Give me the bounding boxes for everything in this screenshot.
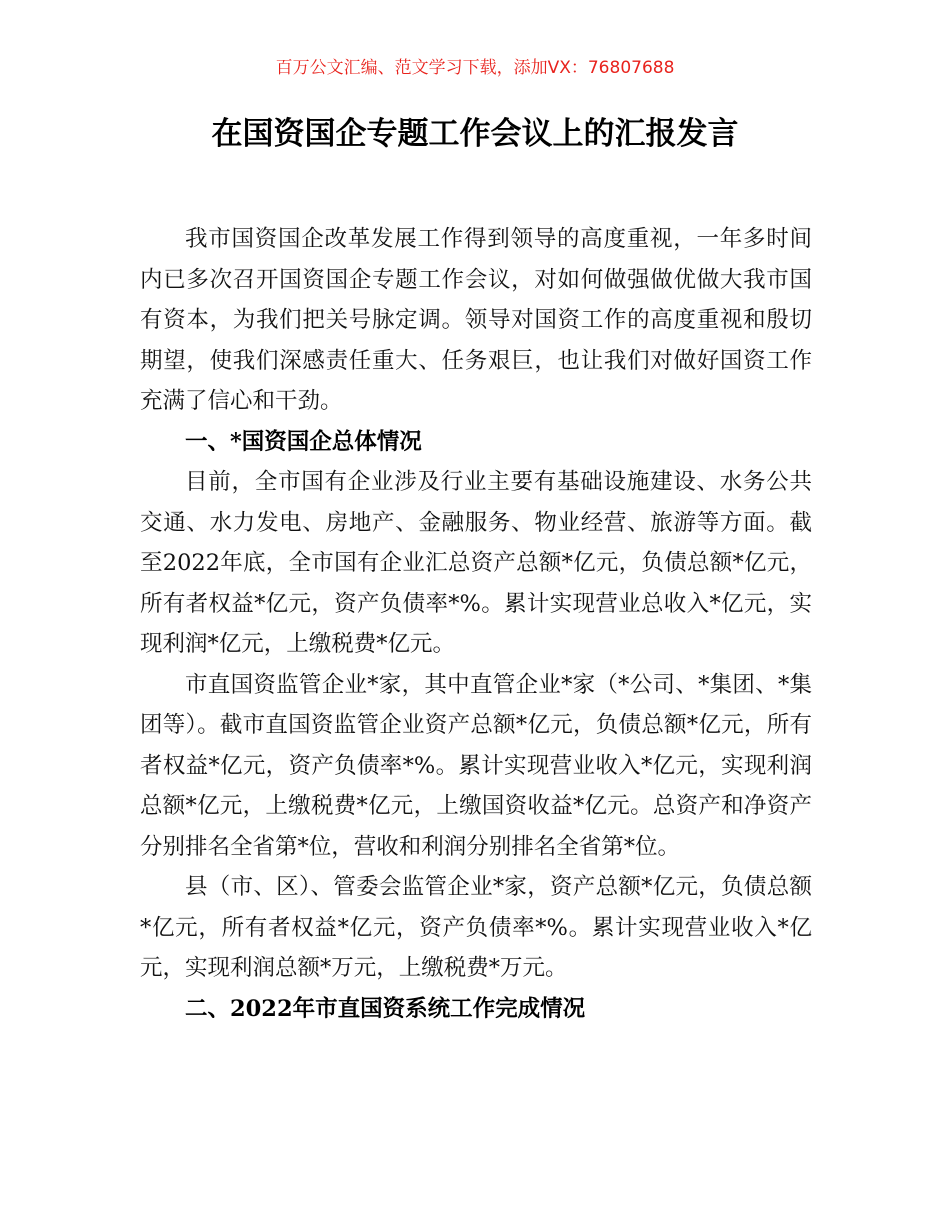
document-title: 在国资国企专题工作会议上的汇报发言 <box>211 116 739 152</box>
document-body <box>140 219 812 1029</box>
section-heading-2: 二、2022年市直国资系统工作完成情况 <box>185 995 586 1022</box>
paragraph-county-enterprises: 县（市、区）、管委会监管企业*家，资产总额*亿元，负债总额*亿元，所有者权益*亿元，资产负债率*%。累计实现营业收入*亿元，实现利润总额*万元，上缴税费*万元。 <box>140 874 812 981</box>
header-note: 百万公文汇编、范文学习下载，添加VX：76807688 <box>275 58 675 78</box>
paragraph-intro: 我市国资国企改革发展工作得到领导的高度重视，一年多时间内已多次召开国资国企专题工作会议，对如何做强做优做大我市国有资本，为我们把关号脉定调。领导对国资工作的高度重视和殷切期望，使我们深感责任重大、任务艰巨，也让我们对做好国资工作充满了信心和干劲。 <box>140 226 812 414</box>
section-heading-1: 一、*国资国企总体情况 <box>185 428 422 455</box>
paragraph-industries: 目前，全市国有企业涉及行业主要有基础设施建设、水务公共交通、水力发电、房地产、金融服务、物业经营、旅游等方面。截至2022年底，全市国有企业汇总资产总额*亿元，负债总额*亿元，所有者权益*亿元，资产负债率*%。累计实现营业总收入*亿元，实现利润*亿元，上缴税费*亿元。 <box>140 469 812 657</box>
paragraph-city-enterprises: 市直国资监管企业*家，其中直管企业*家（*公司、*集团、*集团等）。截市直国资监管企业资产总额*亿元，负债总额*亿元，所有者权益*亿元，资产负债率*%。累计实现营业收入*亿元，实现利润总额*亿元，上缴税费*亿元，上缴国资收益*亿元。总资产和净资产分别排名全省第*位，营收和利润分别排名全省第*位。 <box>140 671 812 860</box>
